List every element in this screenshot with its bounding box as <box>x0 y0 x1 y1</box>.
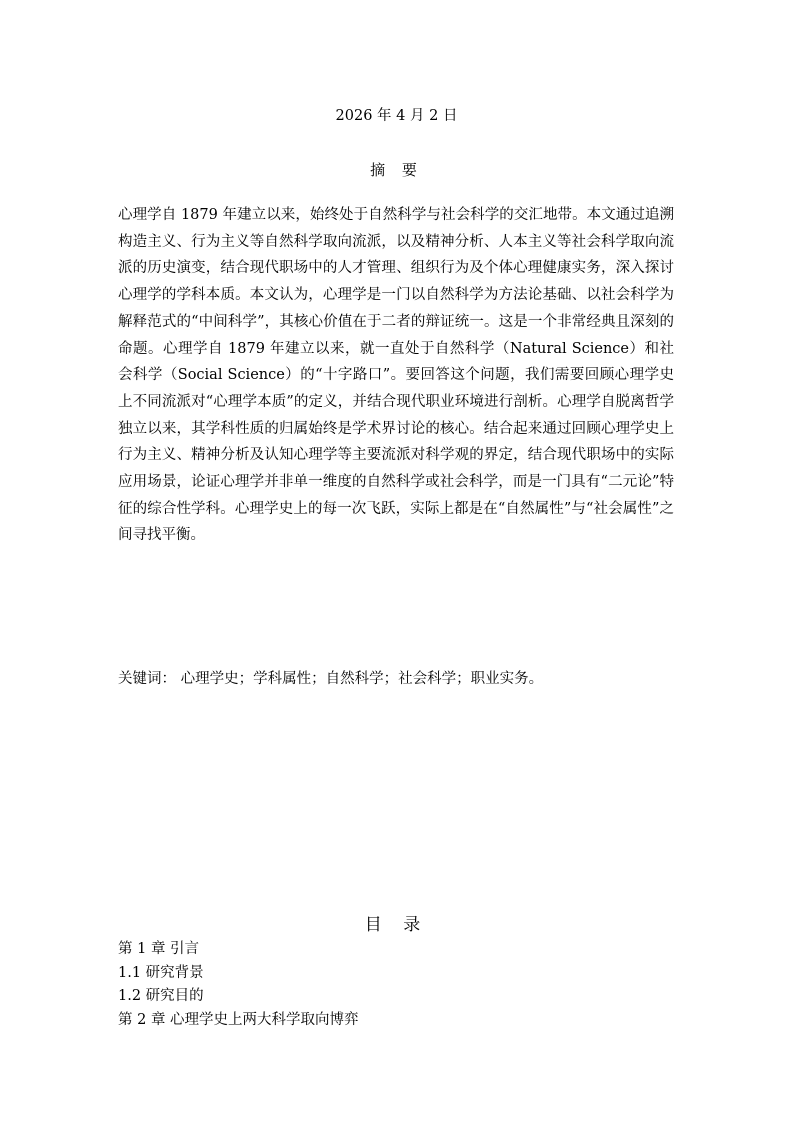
keywords-label: 关键词： <box>118 671 176 687</box>
abstract-heading: 摘 要 <box>370 161 423 179</box>
toc-item-1-2[interactable]: 1.2 研究目的 <box>118 988 204 1004</box>
abstract-body: 心理学自 1879 年建立以来，始终处于自然科学与社会科学的交汇地带。本文通过追溯构造主义、行为主义等自然科学取向流派，以及精神分析、人本主义等社会科学取向流派的历史演变，结合现代职场中的人才管理、组织行为及个体心理健康实务，深入探讨心理学的学科本质。本文认为，心理学是一门以自然科学为方法论基础、以社会科学为解释范式的“中间科学”，其核心价值在于二者的辩证统一。这是一个非常经典且深刻的命题。心理学自 1879 年建立以来，就一直处于自然科学（Natural Science）和社会科学（Social Science）的“十字路口”。要回答这个问题，我们需要回顾心理学史上不同流派对“心理学本质”的定义，并结合现代职业环境进行剖析。心理学自脱离哲学独立以来，其学科性质的归属始终是学术界讨论的核心。结合起来通过回顾心理学史上行为主义、精神分析及认知心理学等主要流派对科学观的界定，结合现代职场中的实际应用场景，论证心理学并非单一维度的自然科学或社会科学，而是一门具有“二元论”特征的综合性学科。心理学史上的每一次飞跃，实际上都是在“自然属性”与“社会属性”之间寻找平衡。 <box>118 207 674 544</box>
toc-item-chapter-2[interactable]: 第 2 章 心理学史上两大科学取向博弈 <box>118 1011 359 1028</box>
toc-item-1-1[interactable]: 1.1 研究背景 <box>118 964 204 981</box>
document-date: 2026 年 4 月 2 日 <box>335 108 458 124</box>
keywords-line <box>118 666 674 692</box>
table-of-contents <box>118 938 674 1032</box>
toc-item-chapter-1[interactable]: 第 1 章 引言 <box>118 941 200 957</box>
keywords-text: 心理学史；学科属性；自然科学；社会科学；职业实务。 <box>180 671 544 687</box>
toc-heading: 目 录 <box>364 915 429 935</box>
